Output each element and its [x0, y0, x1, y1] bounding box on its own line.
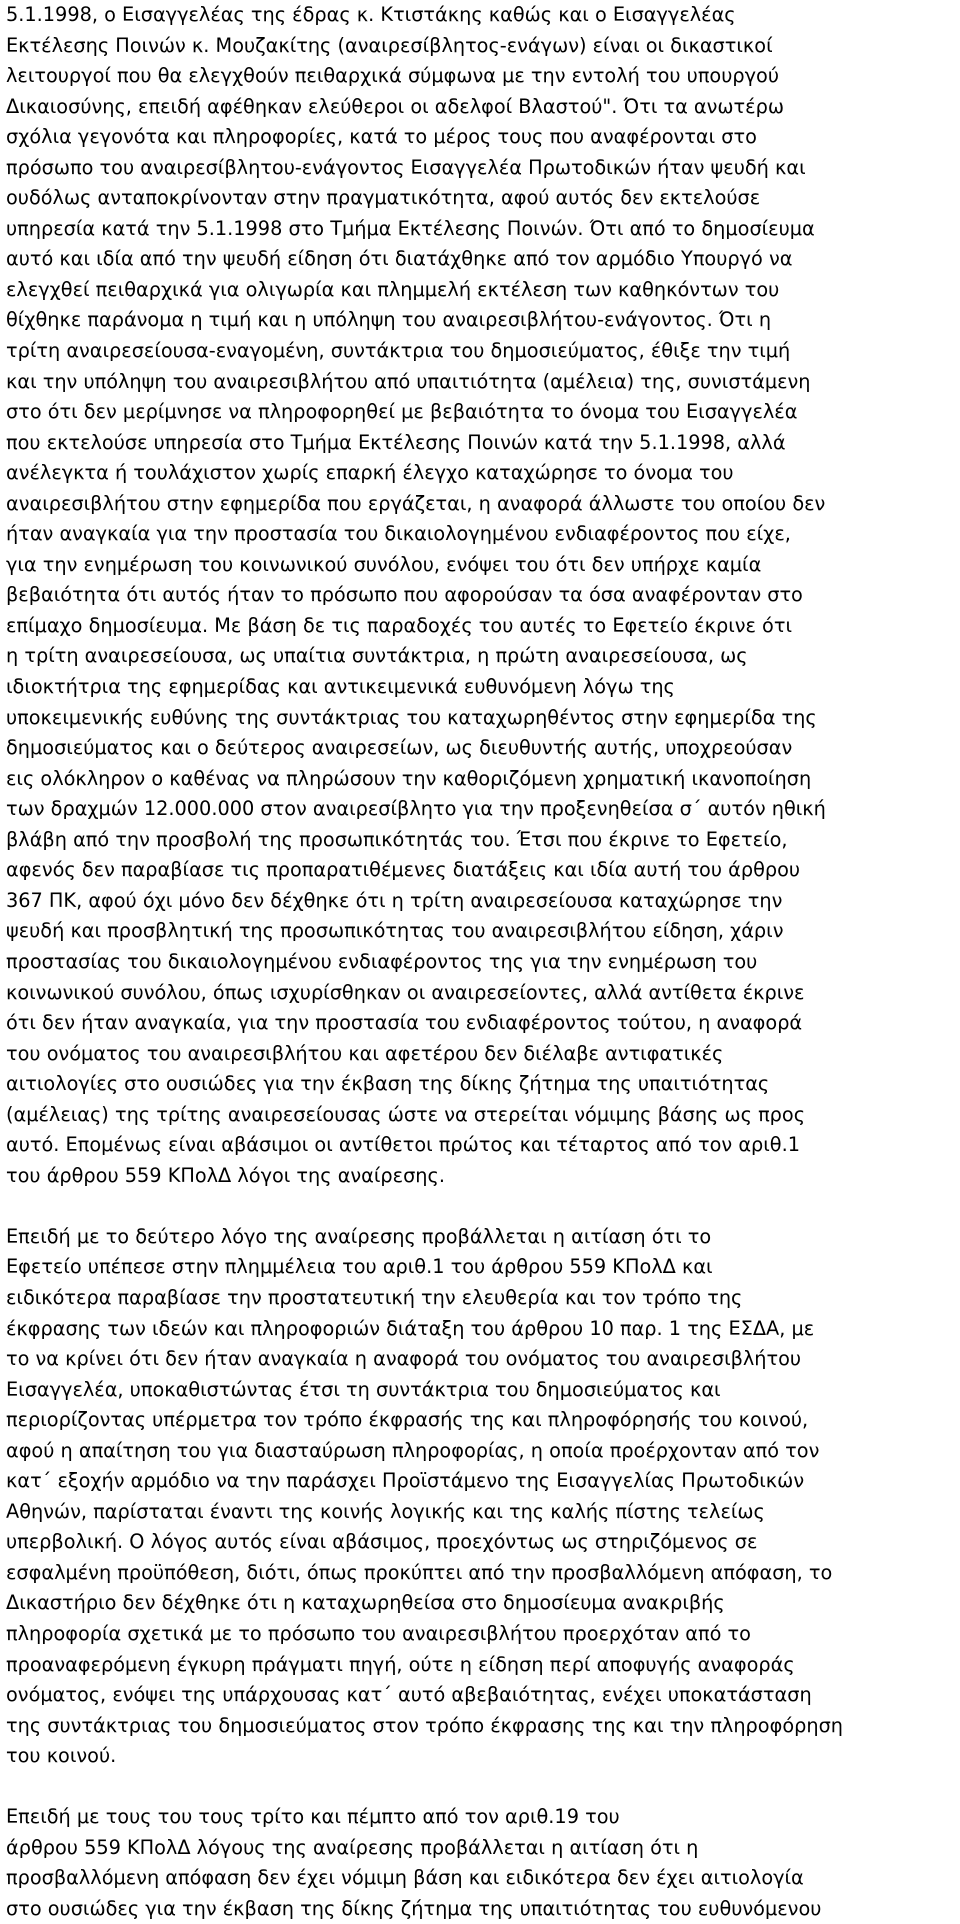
text-line: ανέλεγκτα ή τουλάχιστον χωρίς επαρκή έλεγχο καταχώρησε το όνομα του — [6, 461, 734, 485]
text-line: στο ουσιώδες για την έκβαση της δίκης ζήτημα της υπαιτιότητας του ευθυνόμενου — [6, 1896, 822, 1920]
text-line: του κοινού. — [6, 1744, 117, 1768]
text-line: έκφρασης των ιδεών και πληροφοριών διάταξη του άρθρου 10 παρ. 1 της ΕΣΔΑ, με — [6, 1316, 815, 1340]
text-line: εσφαλμένη προϋπόθεση, διότι, όπως προκύπτει από την προσβαλλόμενη απόφαση, το — [6, 1560, 833, 1584]
paragraph — [6, 1222, 956, 1772]
text-line: αναιρεσιβλήτου στην εφημερίδα που εργάζεται, η αναφορά άλλωστε του οποίου δεν — [6, 491, 826, 515]
text-line: για την ενημέρωση του κοινωνικού συνόλου, ενόψει του ότι δεν υπήρχε καμία — [6, 552, 762, 576]
text-line: Δικαιοσύνης, επειδή αφέθηκαν ελεύθεροι οι αδελφοί Βλαστού". Ότι τα ανωτέρω — [6, 94, 784, 118]
text-line: δημοσιεύματος και ο δεύτερος αναιρεσείων, ως διευθυντής αυτής, υποχρεούσαν — [6, 736, 793, 760]
text-line: Επειδή με τους του τους τρίτο και πέμπτο από τον αριθ.19 του — [6, 1805, 620, 1829]
text-line: και την υπόληψη του αναιρεσιβλήτου από υπαιτιότητα (αμέλεια) της, συνιστάμενη — [6, 369, 811, 393]
text-line: (αμέλειας) της τρίτης αναιρεσείουσας ώστε να στερείται νόμιμης βάσης ως προς — [6, 1102, 806, 1126]
text-line: ουδόλως ανταποκρίνονταν στην πραγματικότητα, αφού αυτός δεν εκτελούσε — [6, 186, 761, 210]
text-line: υπερβολική. Ο λόγος αυτός είναι αβάσιμος, προεχόντως ως στηριζόμενος σε — [6, 1530, 758, 1554]
text-line: 5.1.1998, ο Εισαγγελέας της έδρας κ. Κτιστάκης καθώς και ο Εισαγγελέας — [6, 3, 736, 26]
text-line: επίμαχο δημοσίευμα. Με βάση δε τις παραδοχές του αυτές το Εφετείο έκρινε ότι — [6, 613, 792, 637]
text-line: πληροφορία σχετικά με το πρόσωπο του αναιρεσιβλήτου προερχόταν από το — [6, 1621, 751, 1645]
text-line: 367 ΠΚ, αφού όχι μόνο δεν δέχθηκε ότι η τρίτη αναιρεσείουσα καταχώρησε την — [6, 888, 783, 912]
text-line: του άρθρου 559 ΚΠολΔ λόγοι της αναίρεσης. — [6, 1163, 445, 1187]
text-line: Εφετείο υπέπεσε στην πλημμέλεια του αριθ.1 του άρθρου 559 ΚΠολΔ και — [6, 1255, 713, 1279]
text-line: αιτιολογίες στο ουσιώδες για την έκβαση της δίκης ζήτημα της υπαιτιότητας — [6, 1072, 770, 1096]
text-line: προστασίας του δικαιολογημένου ενδιαφέροντος της για την ενημέρωση του — [6, 949, 758, 973]
text-line: αφού η απαίτηση του για διασταύρωση πληροφορίας, η οποία προέρχονταν από τον — [6, 1438, 820, 1462]
text-line: ψευδή και προσβλητική της προσωπικότητας του αναιρεσιβλήτου είδηση, χάριν — [6, 919, 784, 943]
text-line: κοινωνικού συνόλου, όπως ισχυρίσθηκαν οι αναιρεσείοντες, αλλά αντίθετα έκρινε — [6, 980, 805, 1004]
text-line: προσβαλλόμενη απόφαση δεν έχει νόμιμη βάση και ειδικότερα δεν έχει αιτιολογία — [6, 1866, 804, 1890]
text-line: Επειδή με το δεύτερο λόγο της αναίρεσης προβάλλεται η αιτίαση ότι το — [6, 1224, 712, 1248]
text-line: υπηρεσία κατά την 5.1.1998 στο Τμήμα Εκτέλεσης Ποινών. Ότι από το δημοσίευμα — [6, 216, 815, 240]
text-line: η τρίτη αναιρεσείουσα, ως υπαίτια συντάκτρια, η πρώτη αναιρεσείουσα, ως — [6, 644, 748, 668]
text-line: Αθηνών, παρίσταται έναντι της κοινής λογικής και της καλής πίστης τελείως — [6, 1499, 765, 1523]
document-page — [6, 0, 956, 1924]
text-line: ειδικότερα παραβίασε την προστατευτική την ελευθερία και τον τρόπο της — [6, 1285, 743, 1309]
paragraph-spacer — [6, 1772, 956, 1803]
text-line: των δραχμών 12.000.000 στον αναιρεσίβλητο για την προξενηθείσα σ΄ αυτόν ηθική — [6, 797, 826, 821]
text-line: περιορίζοντας υπέρμετρα τον τρόπο έκφρασής της και πληροφόρησής του κοινού, — [6, 1408, 809, 1432]
paragraph — [6, 0, 956, 1191]
text-line: ότι δεν ήταν αναγκαία, για την προστασία του ενδιαφέροντος τούτου, η αναφορά — [6, 1011, 803, 1035]
text-line: υποκειμενικής ευθύνης της συντάκτριας του καταχωρηθέντος στην εφημερίδα της — [6, 705, 817, 729]
text-line: ονόματος, ενόψει της υπάρχουσας κατ΄ αυτό αβεβαιότητας, ενέχει υποκατάσταση — [6, 1683, 812, 1707]
text-line: το να κρίνει ότι δεν ήταν αναγκαία η αναφορά του ονόματος του αναιρεσιβλήτου — [6, 1347, 802, 1371]
text-line: αυτό και ιδία από την ψευδή είδηση ότι διατάχθηκε από τον αρμόδιο Υπουργό να — [6, 247, 793, 271]
text-line: λειτουργοί που θα ελεγχθούν πειθαρχικά σύμφωνα με την εντολή του υπουργού — [6, 64, 779, 88]
text-line: αυτό. Επομένως είναι αβάσιμοι οι αντίθετοι πρώτος και τέταρτος από τον αριθ.1 — [6, 1133, 800, 1157]
paragraph-spacer — [6, 1191, 956, 1222]
text-line: του ονόματος του αναιρεσιβλήτου και αφετέρου δεν διέλαβε αντιφατικές — [6, 1041, 724, 1065]
text-line: Εκτέλεσης Ποινών κ. Μουζακίτης (αναιρεσίβλητος-ενάγων) είναι οι δικαστικοί — [6, 33, 773, 57]
text-line: βλάβη από την προσβολή της προσωπικότητάς του. Έτσι που έκρινε το Εφετείο, — [6, 827, 788, 851]
text-line: Εισαγγελέα, υποκαθιστώντας έτσι τη συντάκτρια του δημοσιεύματος και — [6, 1377, 721, 1401]
text-line: εις ολόκληρον ο καθένας να πληρώσουν την καθοριζόμενη χρηματική ικανοποίηση — [6, 766, 812, 790]
text-line: σχόλια γεγονότα και πληροφορίες, κατά το μέρος τους που αναφέρονται στο — [6, 125, 757, 149]
text-line: ήταν αναγκαία για την προστασία του δικαιολογημένου ενδιαφέροντος που είχε, — [6, 522, 791, 546]
text-line: άρθρου 559 ΚΠολΔ λόγους της αναίρεσης προβάλλεται η αιτίαση ότι η — [6, 1835, 699, 1859]
text-line: ελεγχθεί πειθαρχικά για ολιγωρία και πλημμελή εκτέλεση των καθηκόντων του — [6, 277, 780, 301]
text-line: προαναφερόμενη έγκυρη πράγματι πηγή, ούτε η είδηση περί αποφυγής αναφοράς — [6, 1652, 795, 1676]
text-line: βεβαιότητα ότι αυτός ήταν το πρόσωπο που αφορούσαν τα όσα αναφέρονταν στο — [6, 583, 803, 607]
text-line: στο ότι δεν μερίμνησε να πληροφορηθεί με βεβαιότητα το όνομα του Εισαγγελέα — [6, 400, 798, 424]
text-line: που εκτελούσε υπηρεσία στο Τμήμα Εκτέλεσης Ποινών κατά την 5.1.1998, αλλά — [6, 430, 786, 454]
text-line: της συντάκτριας του δημοσιεύματος στον τρόπο έκφρασης της και την πληροφόρηση — [6, 1713, 844, 1737]
text-line: αφενός δεν παραβίασε τις προπαρατιθέμενες διατάξεις και ιδία αυτή του άρθρου — [6, 858, 801, 882]
text-line: θίχθηκε παράνομα η τιμή και η υπόληψη του αναιρεσιβλήτου-ενάγοντος. Ότι η — [6, 308, 772, 332]
text-line: τρίτη αναιρεσείουσα-εναγομένη, συντάκτρια του δημοσιεύματος, έθιξε την τιμή — [6, 339, 791, 363]
text-line: ιδιοκτήτρια της εφημερίδας και αντικειμενικά ευθυνόμενη λόγω της — [6, 675, 675, 699]
text-line: Δικαστήριο δεν δέχθηκε ότι η καταχωρηθείσα στο δημοσίευμα ανακριβής — [6, 1591, 725, 1615]
text-line: κατ΄ εξοχήν αρμόδιο να την παράσχει Προϊστάμενο της Εισαγγελίας Πρωτοδικών — [6, 1469, 805, 1493]
text-line: πρόσωπο του αναιρεσίβλητου-ενάγοντος Εισαγγελέα Πρωτοδικών ήταν ψευδή και — [6, 155, 806, 179]
paragraph — [6, 1802, 956, 1924]
